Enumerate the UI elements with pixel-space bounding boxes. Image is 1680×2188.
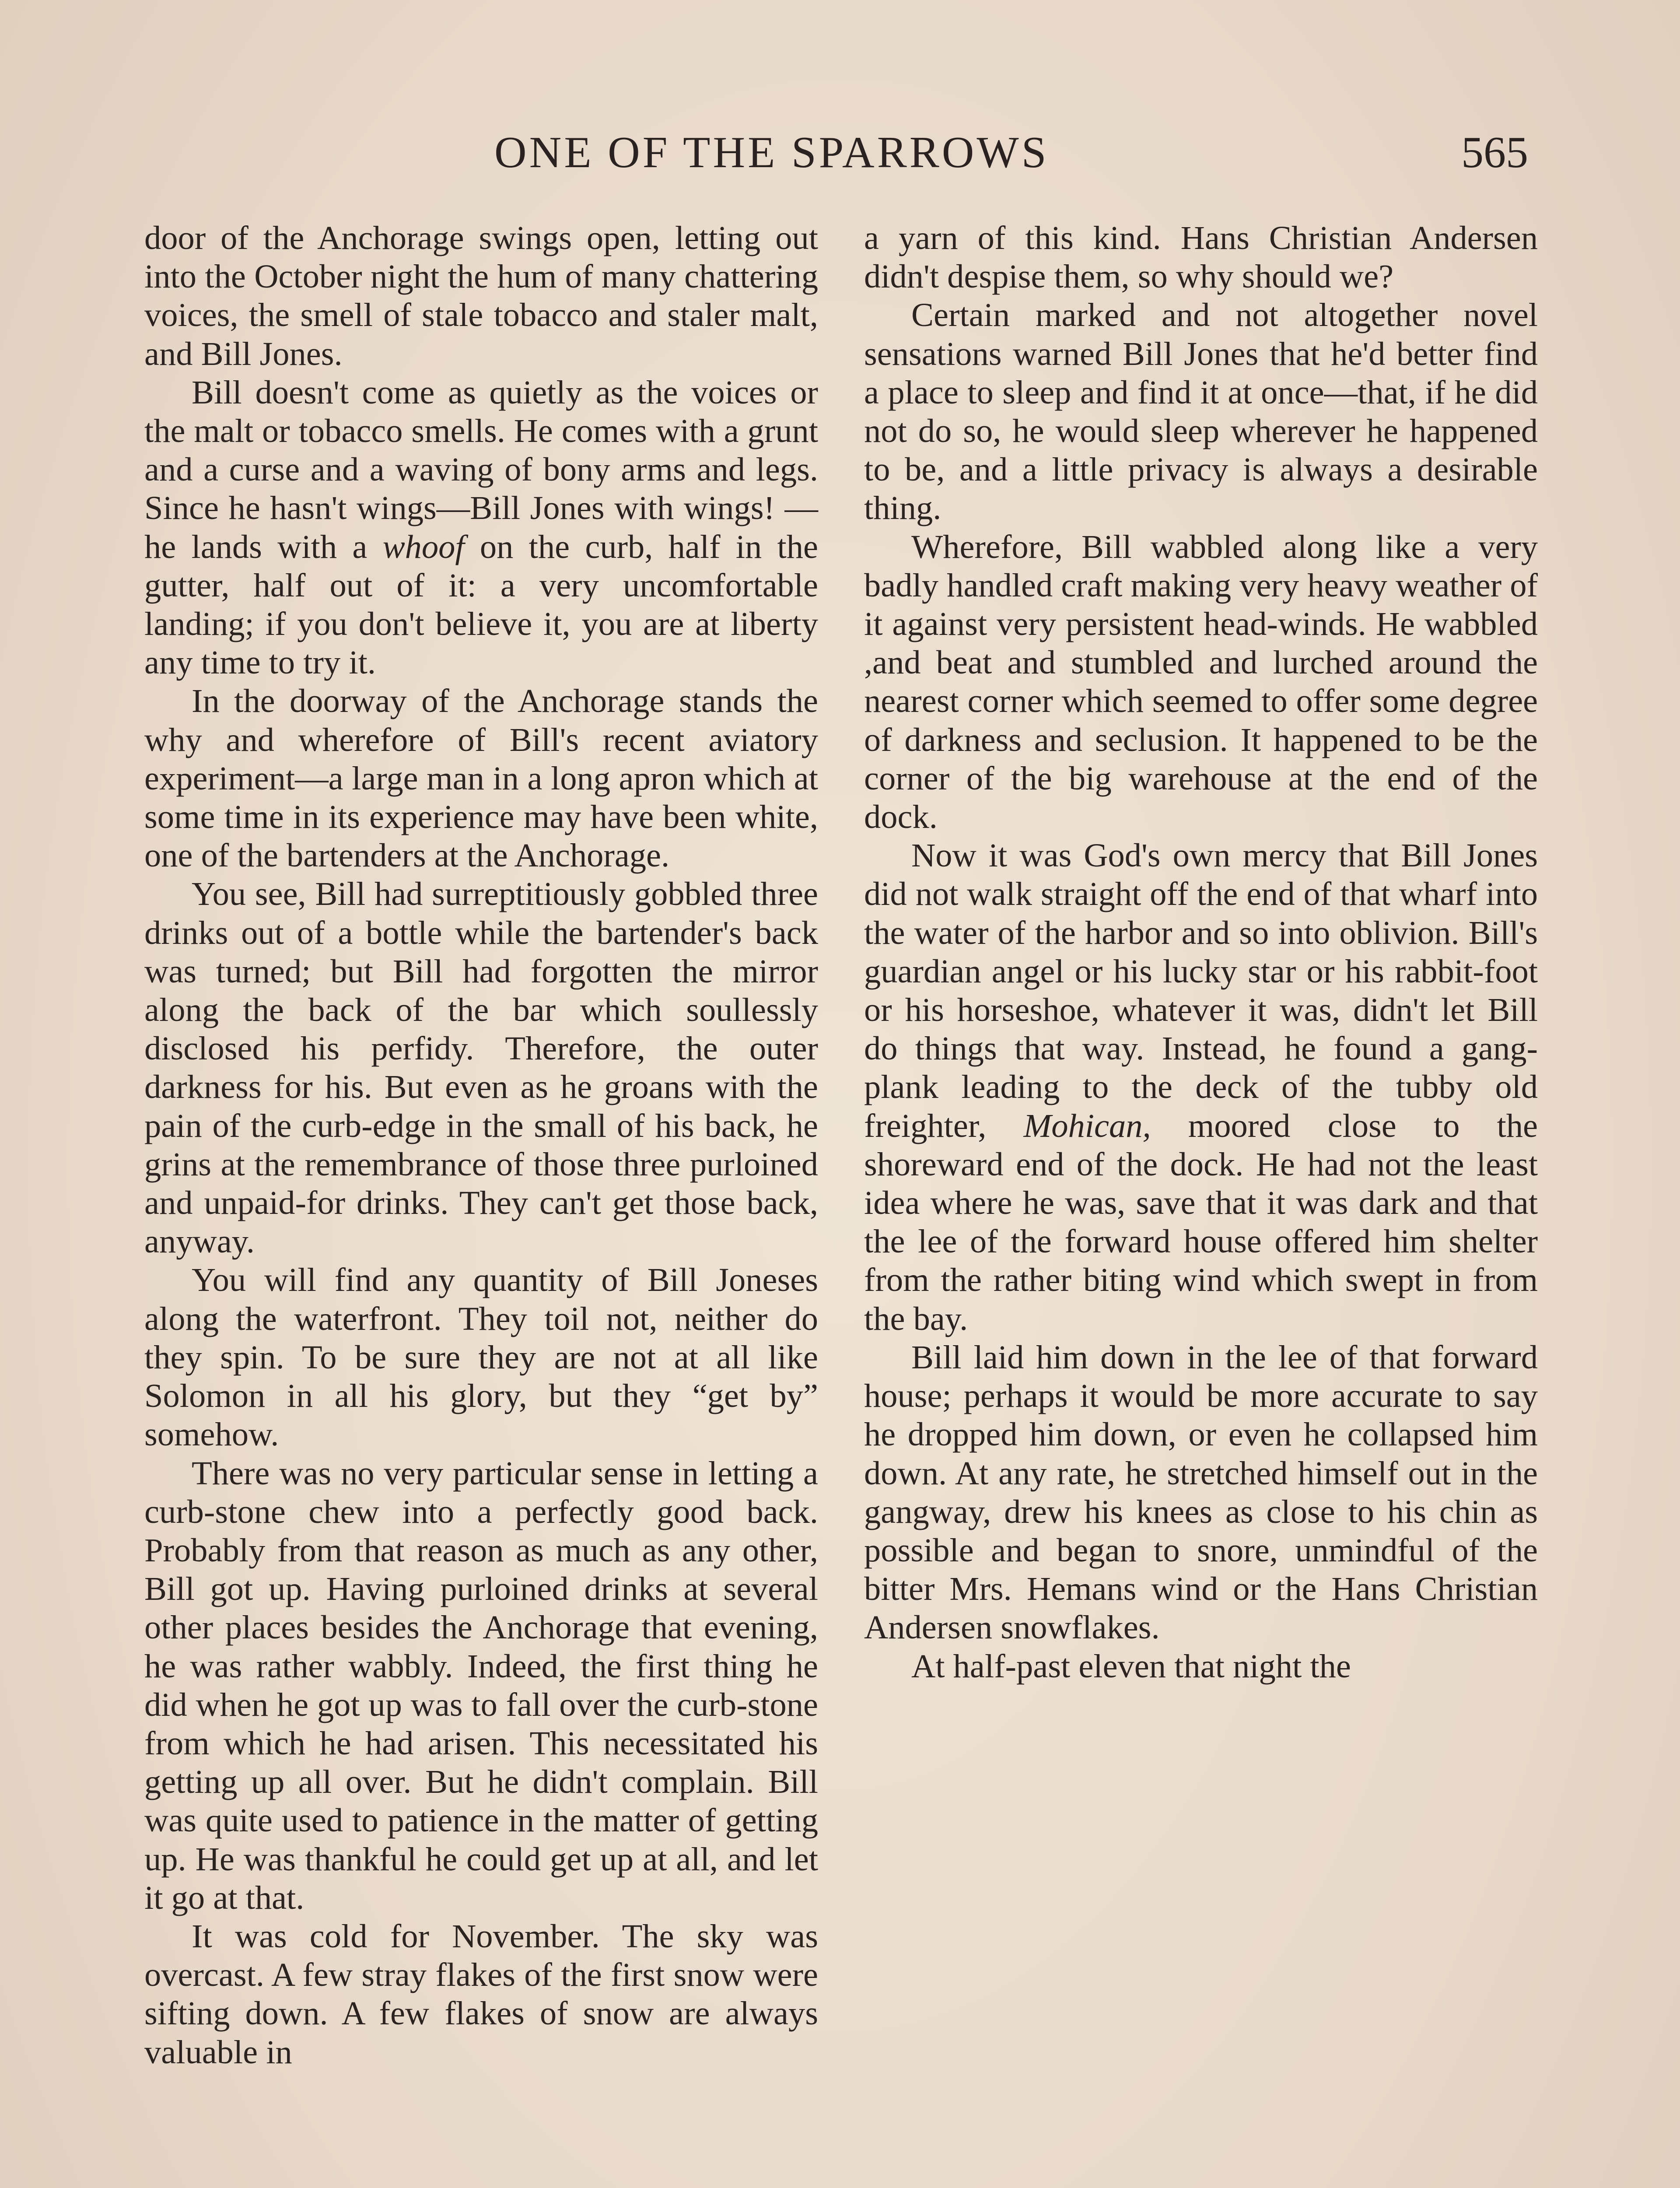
running-head: ONE OF THE SPARROWS — [494, 128, 1049, 177]
paragraph: You see, Bill had surreptitiously gobbled three drinks out of a bottle while the bartender's back was turned; but Bill had forgotten the mirror along the back of the bar which soullessly disclosed his perfidy. Therefore, the outer darkness for his. But even as he groans with the pain of the curb-edge in the small of his back, he grins at the remembrance of those three purloined and unpaid-for drinks. They can't get those back, anyway. — [144, 875, 818, 1260]
paragraph: Now it was God's own mercy that Bill Jones did not walk straight off the end of that wharf into the water of the harbor and so into oblivion. Bill's guardian angel or his lucky star or his rabbit-foot or his horseshoe, whatever it was, didn't let Bill do things that way. Instead, he found a gang-plank leading to the deck of the tubby old freighter, Mohican, moored close to the shoreward end of the dock. He had not the least idea where he was, save that it was dark and that the lee of the forward house offered him shelter from the rather biting wind which swept in from the bay. — [864, 837, 1538, 1337]
right-column — [864, 219, 1538, 1686]
left-column — [144, 219, 818, 2072]
paragraph: Bill laid him down in the lee of that forward house; perhaps it would be more accurate to say he dropped him down, or even he collapsed him down. At any rate, he stretched himself out in the gangway, drew his knees as close to his chin as possible and began to snore, unmindful of the bitter Mrs. Hemans wind or the Hans Christian Andersen snowflakes. — [864, 1338, 1538, 1646]
paragraph: Certain marked and not altogether novel sensations warned Bill Jones that he'd better find a place to sleep and find it at once—that, if he did not do so, he would sleep wherever he happened to be, and a little privacy is always a desirable thing. — [864, 296, 1538, 527]
page-number: 565 — [1461, 128, 1528, 177]
paragraph: You will find any quantity of Bill Joneses along the waterfront. They toil not, neither do they spin. To be sure they are not at all like Solomon in all his glory, but they “get by” somehow. — [144, 1261, 818, 1453]
paragraph: At half-past eleven that night the — [911, 1647, 1351, 1685]
paragraph: a yarn of this kind. Hans Christian Andersen didn't despise them, so why should we? — [864, 219, 1538, 295]
paragraph: door of the Anchorage swings open, letting out into the October night the hum of many chattering voices, the smell of stale tobacco and staler malt, and Bill Jones. — [144, 219, 818, 372]
paragraph: In the doorway of the Anchorage stands the why and wherefore of Bill's recent aviatory experiment—a large man in a long apron which at some time in its experience may have been white, one of the bartenders at the Anchorage. — [144, 682, 818, 874]
paragraph: It was cold for November. The sky was overcast. A few stray flakes of the first snow were sifting down. A few flakes of snow are always valuable in — [144, 1917, 818, 2071]
paragraph: Wherefore, Bill wabbled along like a very badly handled craft making very heavy weather of it against very persistent head-winds. He wabbled ,and beat and stumbled and lurched around the nearest corner which seemed to offer some degree of darkness and seclusion. It happened to be the corner of the big warehouse at the end of the dock. — [864, 528, 1538, 836]
paragraph: There was no very particular sense in letting a curb-stone chew into a perfectly good back. Probably from that reason as much as any other, Bill got up. Having purloined drinks at several other places besides the Anchorage that evening, he was rather wabbly. Indeed, the first thing he did when he got up was to fall over the curb-stone from which he had arisen. This necessitated his getting up all over. But he didn't complain. Bill was quite used to patience in the matter of getting up. He was thankful he could get up at all, and let it go at that. — [144, 1454, 818, 1916]
paragraph: Bill doesn't come as quietly as the voices or the malt or tobacco smells. He comes with a grunt and a curse and a waving of bony arms and legs. Since he hasn't wings—Bill Jones with wings! —he lands with a whoof on the curb, half in the gutter, half out of it: a very uncomfortable landing; if you don't believe it, you are at liberty any time to try it. — [144, 373, 818, 681]
